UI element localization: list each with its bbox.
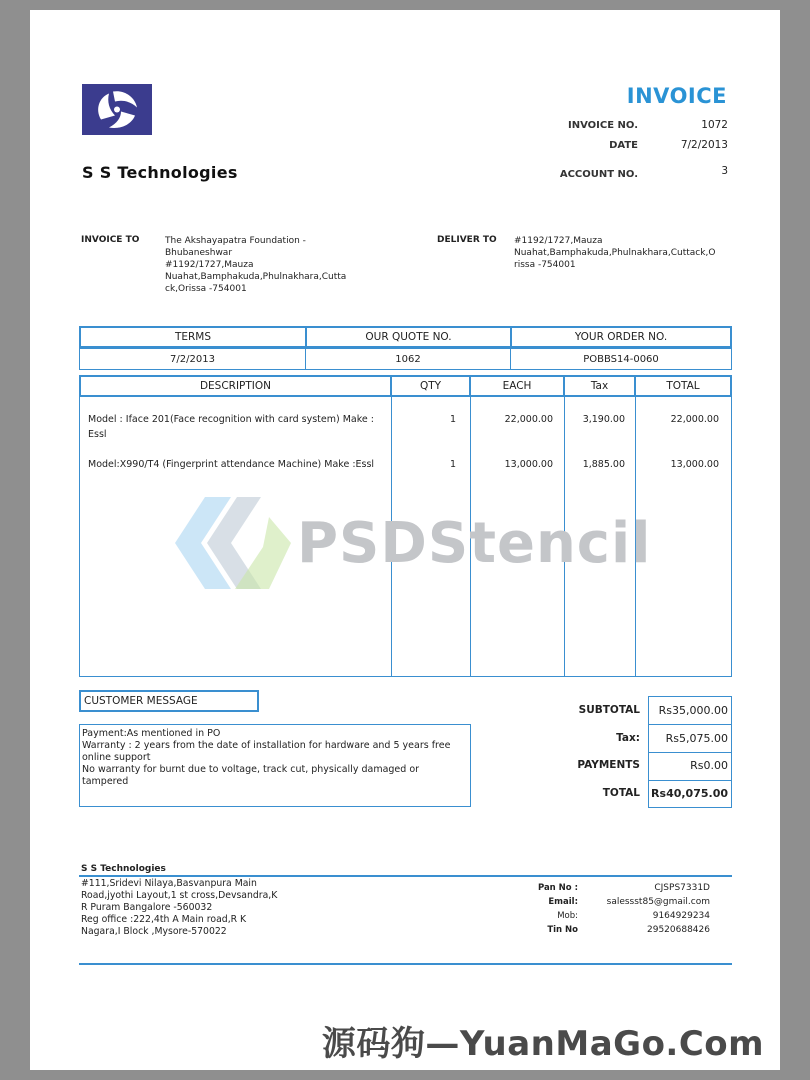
- address-line: Nuahat,Bamphakuda,Phulnakhara,Cuttack,O: [514, 248, 716, 258]
- quote-no-value: 1062: [305, 348, 511, 370]
- description-line: Model : Iface 201(Face recognition with card system) Make :: [88, 414, 374, 425]
- item-tax: 3,190.00: [582, 414, 625, 425]
- account-no-label: ACCOUNT NO.: [559, 169, 638, 180]
- watermark-text: PSDStencil: [297, 511, 652, 576]
- terms-table: [79, 326, 732, 370]
- qty-header: QTY: [390, 375, 471, 397]
- pan-label: Pan No :: [537, 883, 578, 893]
- address-line: Nuahat,Bamphakuda,Phulnakhara,Cutta: [165, 272, 347, 282]
- items-table: [79, 375, 732, 677]
- address-line: rissa -754001: [514, 260, 576, 270]
- address-line: The Akshayapatra Foundation -: [165, 236, 306, 246]
- tax-label: Tax:: [616, 732, 640, 744]
- address-line: #1192/1727,Mauza: [514, 236, 603, 246]
- item-qty: 1: [449, 414, 456, 425]
- item-tax: 1,885.00: [582, 459, 625, 470]
- message-line: No warranty for burnt due to voltage, track cut, physically damaged or: [82, 764, 420, 775]
- subtotal-value: Rs35,000.00: [658, 704, 728, 717]
- message-line: Warranty : 2 years from the date of installation for hardware and 5 years free: [82, 740, 451, 751]
- total-label: TOTAL: [602, 787, 640, 799]
- footer-bottom-rule: [79, 963, 732, 965]
- date-label: DATE: [609, 140, 638, 151]
- total-header: TOTAL: [634, 375, 732, 397]
- each-header: EACH: [469, 375, 565, 397]
- item-each: 13,000.00: [504, 459, 553, 470]
- item-description: [88, 412, 386, 442]
- tin-value: 29520688426: [647, 925, 710, 935]
- address-line: Road,jyothi Layout,1 st cross,Devsandra,K: [81, 890, 278, 901]
- tax-header: Tax: [563, 375, 636, 397]
- watermark-logo-icon: [175, 495, 295, 595]
- email-label: Email:: [548, 897, 578, 907]
- description-line: Essl: [88, 429, 107, 440]
- account-no-value: 3: [721, 165, 728, 177]
- pan-value: CJSPS7331D: [654, 883, 710, 893]
- description-line: Model:X990/T4 (Fingerprint attendance Machine) Make :Essl: [88, 459, 375, 470]
- message-line: Payment:As mentioned in PO: [82, 728, 221, 739]
- order-no-value: POBBS14-0060: [510, 348, 732, 370]
- footer-company-name: S S Technologies: [81, 864, 166, 874]
- address-line: #111,Sridevi Nilaya,Basvanpura Main: [81, 878, 257, 889]
- item-total: 22,000.00: [670, 414, 719, 425]
- invoice-no-value: 1072: [701, 119, 728, 131]
- order-no-header: YOUR ORDER NO.: [510, 326, 732, 348]
- totals-divider: [648, 780, 732, 781]
- terms-header: TERMS: [79, 326, 307, 348]
- total-value: Rs40,075.00: [651, 787, 728, 800]
- message-line: tampered: [82, 776, 129, 787]
- invoice-page: [30, 10, 780, 1070]
- company-logo: [82, 84, 152, 135]
- footer-top-rule: [79, 875, 732, 877]
- totals-divider: [648, 752, 732, 753]
- mob-label: Mob:: [557, 911, 578, 921]
- description-header: DESCRIPTION: [79, 375, 392, 397]
- item-description: [88, 457, 386, 472]
- site-watermark: 源码狗—YuanMaGo.Com: [321, 1024, 765, 1064]
- item-total: 13,000.00: [670, 459, 719, 470]
- message-line: online support: [82, 752, 151, 763]
- item-qty: 1: [449, 459, 456, 470]
- quote-no-header: OUR QUOTE NO.: [305, 326, 512, 348]
- address-line: ck,Orissa -754001: [165, 284, 247, 294]
- subtotal-label: SUBTOTAL: [578, 704, 640, 716]
- date-value: 7/2/2013: [680, 139, 728, 151]
- company-name: S S Technologies: [82, 163, 238, 182]
- terms-value: 7/2/2013: [79, 348, 306, 370]
- mob-value: 9164929234: [652, 911, 710, 921]
- deliver-to-address: [514, 235, 730, 271]
- address-line: #1192/1727,Mauza: [165, 260, 254, 270]
- invoice-to-label: INVOICE TO: [81, 235, 140, 245]
- email-value: salessst85@gmail.com: [606, 897, 710, 907]
- item-each: 22,000.00: [504, 414, 553, 425]
- tax-value: Rs5,075.00: [665, 732, 728, 745]
- totals-divider: [648, 724, 732, 725]
- address-line: Reg office :222,4th A Main road,R K: [81, 914, 247, 925]
- invoice-to-address: [165, 235, 365, 295]
- footer-address: [81, 878, 301, 938]
- address-line: Bhubaneshwar: [165, 248, 233, 258]
- address-line: R Puram Bangalore -560032: [81, 902, 213, 913]
- payments-label: PAYMENTS: [577, 759, 640, 771]
- totals-block: [550, 696, 732, 808]
- customer-message-box: [79, 724, 471, 807]
- swirl-logo-icon: [82, 84, 152, 135]
- invoice-no-label: INVOICE NO.: [568, 120, 638, 131]
- deliver-to-label: DELIVER TO: [437, 235, 497, 245]
- address-line: Nagara,I Block ,Mysore-570022: [81, 926, 227, 937]
- tin-label: Tin No: [547, 925, 578, 935]
- customer-message-label: CUSTOMER MESSAGE: [79, 690, 259, 712]
- psdstencil-watermark: [175, 495, 715, 595]
- payments-value: Rs0.00: [690, 759, 728, 772]
- invoice-title: INVOICE: [626, 84, 727, 108]
